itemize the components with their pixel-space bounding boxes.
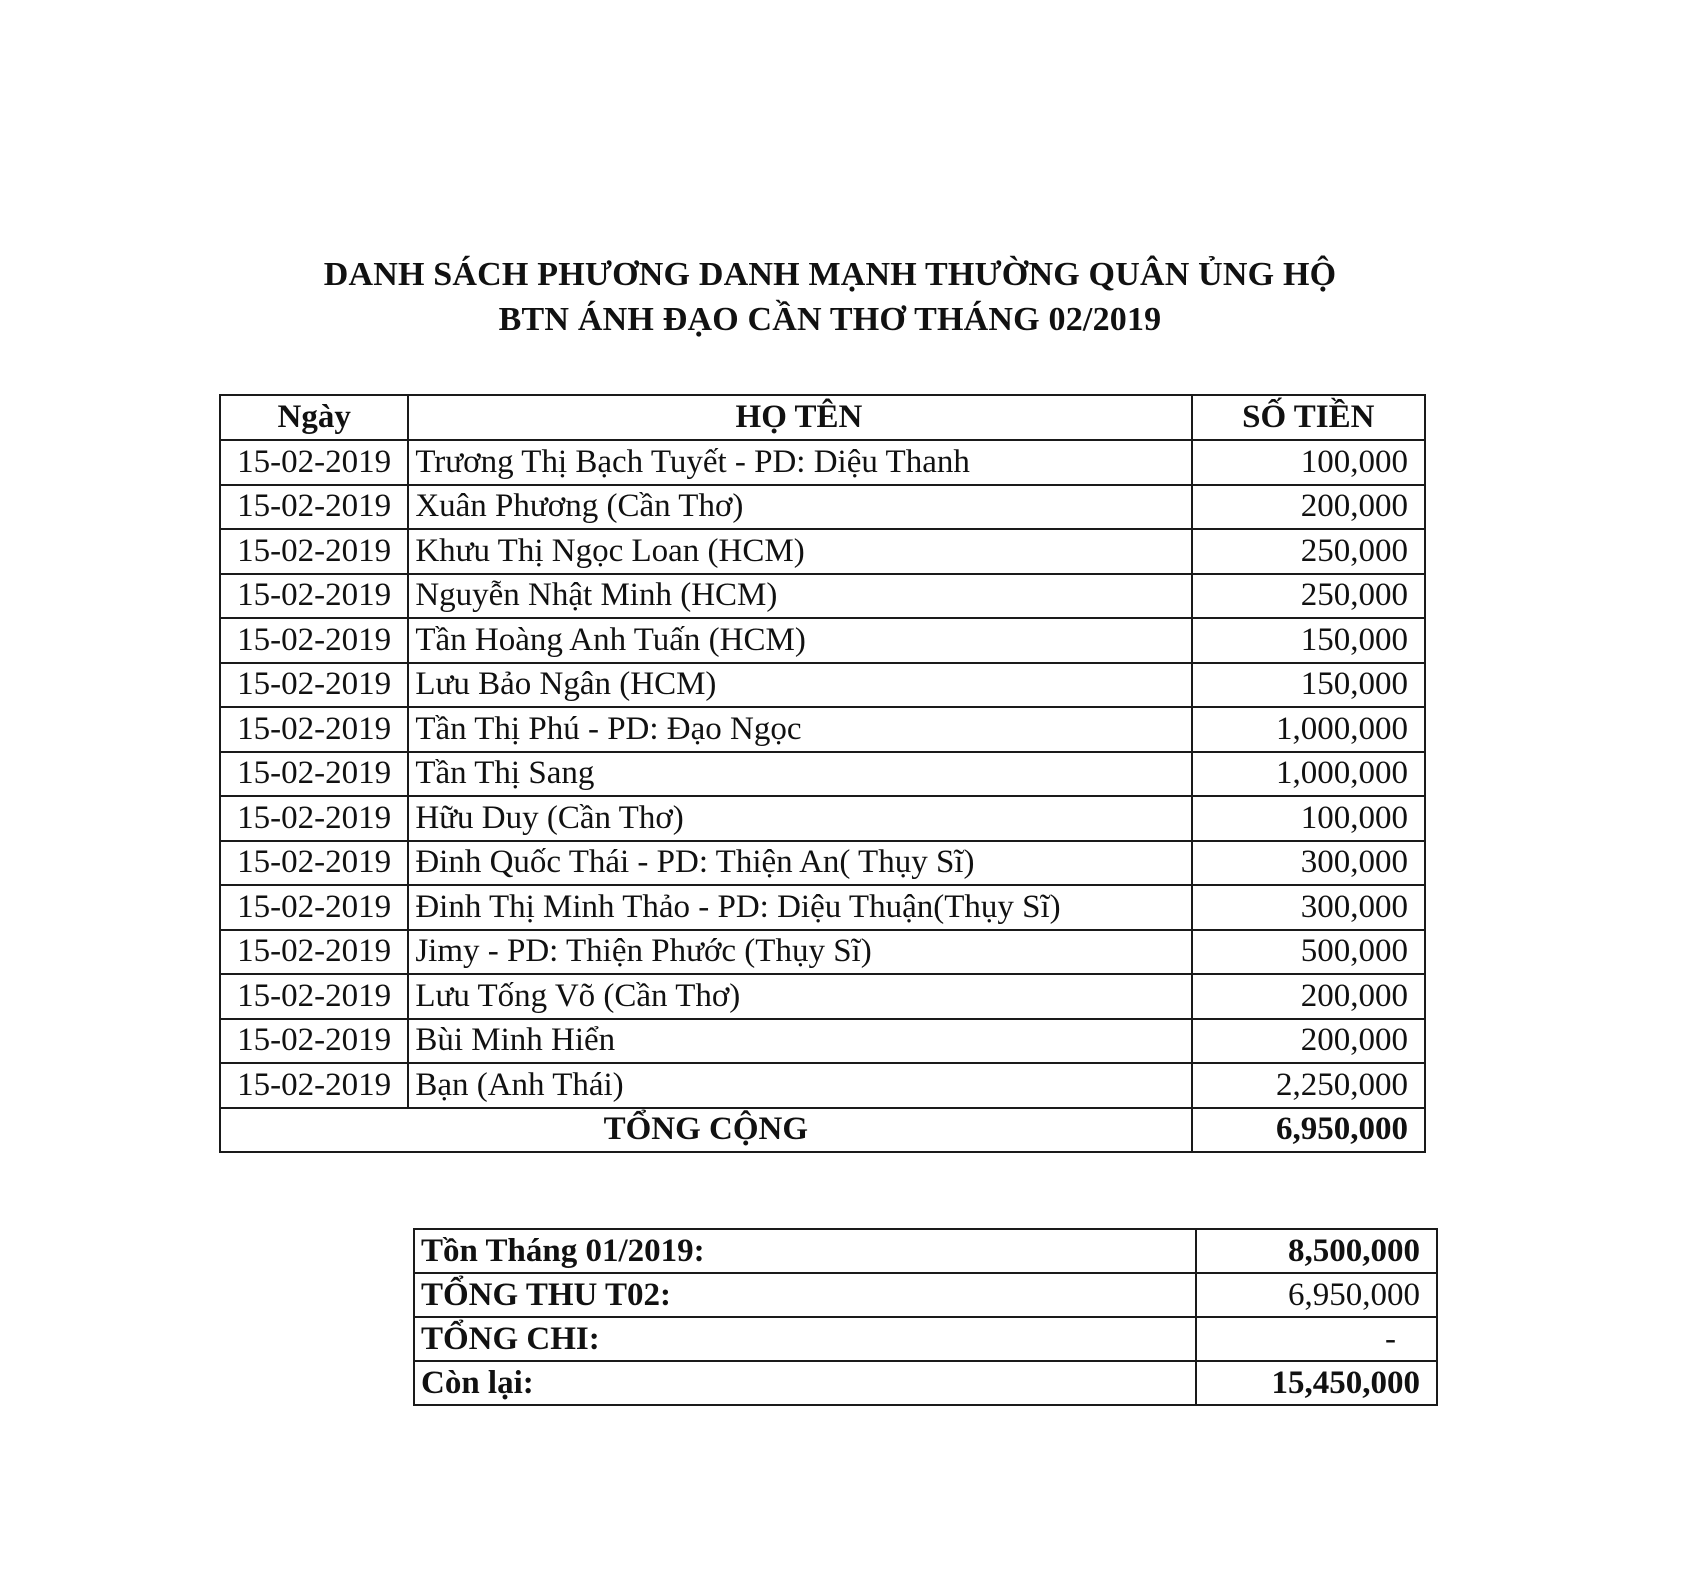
table-row (220, 663, 1425, 708)
table-row (220, 885, 1425, 930)
cell-date: 15-02-2019 (220, 796, 408, 841)
cell-name: Đinh Quốc Thái - PD: Thiện An( Thụy Sĩ) (408, 841, 1191, 886)
table-row (220, 574, 1425, 619)
cell-name: Jimy - PD: Thiện Phước (Thụy Sĩ) (408, 930, 1191, 975)
cell-amount: 200,000 (1192, 974, 1425, 1019)
table-row (220, 707, 1425, 752)
cell-name: Lưu Tống Võ (Cần Thơ) (408, 974, 1191, 1019)
summary-label: Tồn Tháng 01/2019: (414, 1229, 1196, 1273)
table-row (220, 485, 1425, 530)
summary-row-total-income (414, 1273, 1437, 1317)
cell-amount: 250,000 (1192, 529, 1425, 574)
cell-name: Tần Thị Sang (408, 752, 1191, 797)
table-row (220, 440, 1425, 485)
total-row (220, 1108, 1425, 1153)
summary-label: Còn lại: (414, 1361, 1196, 1405)
total-amount: 6,950,000 (1192, 1108, 1425, 1153)
cell-amount: 150,000 (1192, 618, 1425, 663)
cell-amount: 2,250,000 (1192, 1063, 1425, 1108)
cell-date: 15-02-2019 (220, 752, 408, 797)
cell-amount: 150,000 (1192, 663, 1425, 708)
cell-name: Xuân Phương (Cần Thơ) (408, 485, 1191, 530)
cell-date: 15-02-2019 (220, 841, 408, 886)
cell-name: Khưu Thị Ngọc Loan (HCM) (408, 529, 1191, 574)
cell-name: Đinh Thị Minh Thảo - PD: Diệu Thuận(Thụy Sĩ) (408, 885, 1191, 930)
table-header-row (220, 395, 1425, 440)
cell-amount: 200,000 (1192, 485, 1425, 530)
cell-date: 15-02-2019 (220, 1019, 408, 1064)
cell-amount: 1,000,000 (1192, 707, 1425, 752)
document-title-line-1: DANH SÁCH PHƯƠNG DANH MẠNH THƯỜNG QUÂN ỦNG HỘ (323, 256, 1337, 293)
cell-name: Trương Thị Bạch Tuyết - PD: Diệu Thanh (408, 440, 1191, 485)
cell-amount: 100,000 (1192, 796, 1425, 841)
table-row (220, 529, 1425, 574)
cell-name: Nguyễn Nhật Minh (HCM) (408, 574, 1191, 619)
header-amount: SỐ TIỀN (1192, 395, 1425, 440)
cell-date: 15-02-2019 (220, 440, 408, 485)
table-row (220, 1019, 1425, 1064)
summary-value: 8,500,000 (1196, 1229, 1437, 1273)
donation-table (219, 394, 1426, 1153)
summary-table (413, 1228, 1438, 1406)
cell-date: 15-02-2019 (220, 618, 408, 663)
total-label: TỔNG CỘNG (220, 1108, 1192, 1153)
summary-value: - (1196, 1317, 1437, 1361)
summary-row-previous-balance (414, 1229, 1437, 1273)
summary-row-total-expense (414, 1317, 1437, 1361)
table-row (220, 974, 1425, 1019)
cell-date: 15-02-2019 (220, 1063, 408, 1108)
table-row (220, 841, 1425, 886)
cell-date: 15-02-2019 (220, 663, 408, 708)
document-title-line-2: BTN ÁNH ĐẠO CẦN THƠ THÁNG 02/2019 (498, 301, 1162, 338)
cell-date: 15-02-2019 (220, 974, 408, 1019)
summary-value: 15,450,000 (1196, 1361, 1437, 1405)
cell-amount: 100,000 (1192, 440, 1425, 485)
header-name: HỌ TÊN (408, 395, 1191, 440)
summary-label: TỔNG THU T02: (414, 1273, 1196, 1317)
summary-label: TỔNG CHI: (414, 1317, 1196, 1361)
cell-name: Lưu Bảo Ngân (HCM) (408, 663, 1191, 708)
cell-amount: 1,000,000 (1192, 752, 1425, 797)
table-row (220, 752, 1425, 797)
table-row (220, 618, 1425, 663)
cell-date: 15-02-2019 (220, 930, 408, 975)
cell-date: 15-02-2019 (220, 707, 408, 752)
cell-amount: 300,000 (1192, 841, 1425, 886)
table-row (220, 796, 1425, 841)
summary-row-remaining (414, 1361, 1437, 1405)
cell-amount: 500,000 (1192, 930, 1425, 975)
cell-date: 15-02-2019 (220, 485, 408, 530)
cell-name: Tần Hoàng Anh Tuấn (HCM) (408, 618, 1191, 663)
cell-name: Bạn (Anh Thái) (408, 1063, 1191, 1108)
cell-date: 15-02-2019 (220, 574, 408, 619)
cell-amount: 300,000 (1192, 885, 1425, 930)
cell-amount: 200,000 (1192, 1019, 1425, 1064)
cell-name: Bùi Minh Hiển (408, 1019, 1191, 1064)
cell-name: Tần Thị Phú - PD: Đạo Ngọc (408, 707, 1191, 752)
table-row (220, 930, 1425, 975)
table-row (220, 1063, 1425, 1108)
header-date: Ngày (220, 395, 408, 440)
cell-date: 15-02-2019 (220, 529, 408, 574)
cell-amount: 250,000 (1192, 574, 1425, 619)
cell-name: Hữu Duy (Cần Thơ) (408, 796, 1191, 841)
cell-date: 15-02-2019 (220, 885, 408, 930)
summary-value: 6,950,000 (1196, 1273, 1437, 1317)
